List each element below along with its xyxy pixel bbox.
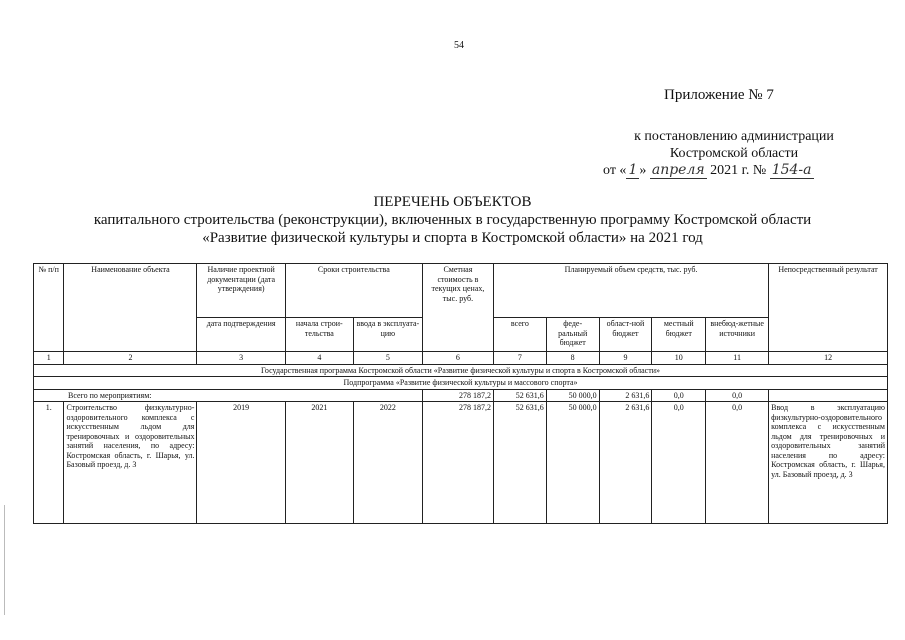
- date-year: 2021 г. №: [710, 163, 767, 178]
- header-approval-date: дата подтверждения: [197, 318, 285, 352]
- title-line-3: «Развитие физической культуры и спорта в Костромской области» на 2021 год: [202, 230, 703, 246]
- item-regional: 2 631,6: [599, 402, 652, 524]
- handwritten-day: 1: [628, 162, 638, 178]
- program-title: Государственная программа Костромской области «Развитие физической культуры и спорта в Костромской области»: [34, 364, 888, 377]
- col-number: 5: [353, 352, 422, 365]
- col-number: 1: [34, 352, 64, 365]
- title-line-2: капитального строительства (реконструкции), включенных в государственную программу Костромской области: [93, 212, 812, 228]
- item-cost: 278 187,2: [422, 402, 493, 524]
- item-result: Ввод в эксплуатацию физкультурно-оздоровительного комплекса с искусственным льдом для тренировочных и оздоровительных занятий населения по адресу: Костромская область, г. Шарья, ул. Базовый проезд, д. 3: [769, 402, 888, 524]
- handwritten-number: 154-а: [771, 162, 812, 178]
- header-docs: Наличие проектной документации (дата утверждения): [197, 264, 285, 318]
- item-approval-date: 2019: [197, 402, 285, 524]
- objects-table: [33, 263, 888, 524]
- item-federal: 50 000,0: [546, 402, 599, 524]
- subprogram-row: [34, 377, 888, 390]
- date-mid: »: [639, 163, 647, 178]
- column-number-row: [34, 352, 888, 365]
- header-cost: Сметная стоимость в текущих ценах, тыс. руб.: [422, 264, 493, 352]
- total-row: [34, 389, 888, 402]
- handwritten-month: апреля: [651, 162, 705, 178]
- document-title: [0, 193, 905, 247]
- appendix-heading: Приложение № 7: [664, 87, 774, 103]
- program-row: [34, 364, 888, 377]
- total-total: 52 631,6: [493, 389, 546, 402]
- header-start: начала строи-тельства: [285, 318, 353, 352]
- header-federal: феде-ральный бюджет: [546, 318, 599, 352]
- item-local: 0,0: [652, 402, 706, 524]
- decree-line-1: к постановлению администрации: [634, 129, 834, 144]
- header-result: Непосредственный результат: [769, 264, 888, 352]
- col-number: 3: [197, 352, 285, 365]
- col-number: 11: [706, 352, 769, 365]
- total-local: 0,0: [652, 389, 706, 402]
- col-number: 12: [769, 352, 888, 365]
- page-number: 54: [454, 40, 464, 51]
- header-local: местный бюджет: [652, 318, 706, 352]
- header-total: всего: [493, 318, 546, 352]
- col-number: 2: [64, 352, 197, 365]
- item-name: Строительство физкультурно-оздоровительного комплекса с искусственным льдом для тренировочных и оздоровительных занятий населения, по адресу: Костромская область, г. Шарья, ул. Базовый проезд, д. 3: [64, 402, 197, 524]
- decree-date-line: [603, 162, 814, 179]
- total-cost: 278 187,2: [422, 389, 493, 402]
- date-prefix: от «: [603, 163, 627, 178]
- total-result: [769, 389, 888, 402]
- header-commissioning: ввода в эксплуата-цию: [353, 318, 422, 352]
- item-start: 2021: [285, 402, 353, 524]
- header-extra: внебюд-жетные источники: [706, 318, 769, 352]
- item-extra: 0,0: [706, 402, 769, 524]
- total-label: Всего по мероприятиям:: [34, 389, 423, 402]
- total-extra: 0,0: [706, 389, 769, 402]
- decree-block: [614, 128, 854, 162]
- table-row: [34, 402, 888, 524]
- header-planned: Планируемый объем средств, тыс. руб.: [493, 264, 768, 318]
- scan-margin-line: [4, 505, 5, 615]
- item-commissioning: 2022: [353, 402, 422, 524]
- col-number: 6: [422, 352, 493, 365]
- subprogram-title: Подпрограмма «Развитие физической культуры и массового спорта»: [34, 377, 888, 390]
- header-terms: Сроки строительства: [285, 264, 422, 318]
- col-number: 7: [493, 352, 546, 365]
- item-total: 52 631,6: [493, 402, 546, 524]
- col-number: 10: [652, 352, 706, 365]
- col-number: 8: [546, 352, 599, 365]
- header-row-1: [34, 264, 888, 318]
- header-num: № п/п: [34, 264, 64, 352]
- decree-line-2: Костромской области: [669, 146, 799, 161]
- title-line-1: ПЕРЕЧЕНЬ ОБЪЕКТОВ: [373, 194, 532, 210]
- header-regional: област-ной бюджет: [599, 318, 652, 352]
- col-number: 9: [599, 352, 652, 365]
- header-name: Наименование объекта: [64, 264, 197, 352]
- total-federal: 50 000,0: [546, 389, 599, 402]
- total-regional: 2 631,6: [599, 389, 652, 402]
- item-num: 1.: [34, 402, 64, 524]
- col-number: 4: [285, 352, 353, 365]
